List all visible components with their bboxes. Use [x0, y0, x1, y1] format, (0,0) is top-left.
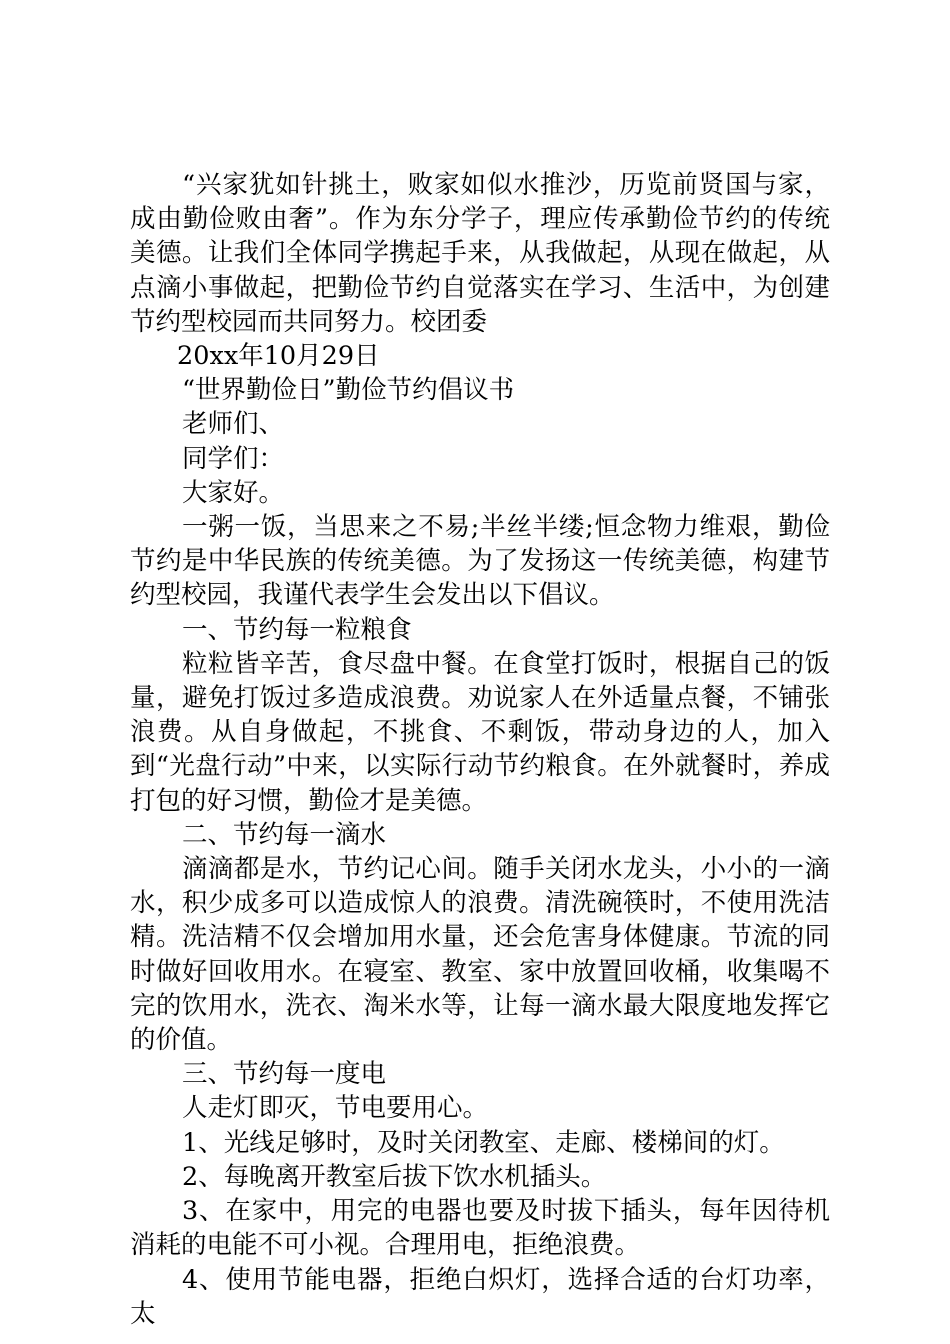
water-paragraph: 滴滴都是水，节约记心间。随手关闭水龙头，小小的一滴水，积少成多可以造成惊人的浪费。清洗碗筷时，不使用洗洁精。洗洁精不仅会增加用水量，还会危害身体健康。节流的同时做好回收用水。在寝室、教室、家中放置回收桶，收集喝不完的饮用水，洗衣、淘米水等，让每一滴水最大限度地发挥它的价值。 [130, 854, 830, 1056]
closing-paragraph: “兴家犹如针挑土，败家如似水推沙，历览前贤国与家，成由勤俭败由奢”。作为东分学子，理应传承勤俭节约的传统美德。让我们全体同学携起手来，从我做起，从现在做起，从点滴小事做起，把勤俭节约自觉落实在学习、生活中，为创建节约型校园而共同努力。校团委 [130, 170, 830, 337]
list-item: 4、使用节能电器，拒绝白炽灯，选择合适的台灯功率，太 [130, 1264, 830, 1329]
intro-paragraph: 一粥一饭，当思来之不易;半丝半缕;恒念物力维艰，勤俭节约是中华民族的传统美德。为了发扬这一传统美德，构建节约型校园，我谨代表学生会发出以下倡议。 [130, 512, 830, 611]
salutation-students: 同学们： [182, 443, 285, 474]
electricity-intro: 人走灯即灭，节电要用心。 [182, 1093, 489, 1124]
list-item: 1、光线足够时，及时关闭教室、走廊、楼梯间的灯。 [182, 1127, 785, 1158]
document-title: “世界勤俭日”勤俭节约倡议书 [182, 375, 515, 406]
salutation-teachers: 老师们、 [182, 409, 285, 440]
list-item: 3、在家中，用完的电器也要及时拔下插头，每年因待机消耗的电能不可小视。合理用电，拒绝浪费。 [130, 1196, 830, 1261]
document-page [130, 168, 830, 1331]
greeting: 大家好。 [182, 477, 285, 508]
list-item: 2、每晚离开教室后拔下饮水机插头。 [182, 1161, 607, 1192]
section-heading-water: 二、节约每一滴水 [182, 819, 387, 850]
date-line: 20xx年10月29日 [177, 341, 380, 372]
section-heading-food: 一、节约每一粒粮食 [182, 614, 412, 645]
section-heading-electricity: 三、节约每一度电 [182, 1059, 387, 1090]
food-paragraph: 粒粒皆辛苦，食尽盘中餐。在食堂打饭时，根据自己的饭量，避免打饭过多造成浪费。劝说家人在外适量点餐，不铺张浪费。从自身做起，不挑食、不剩饭，带动身边的人，加入到“光盘行动”中来，以实际行动节约粮食。在外就餐时，养成打包的好习惯，勤俭才是美德。 [130, 648, 830, 816]
